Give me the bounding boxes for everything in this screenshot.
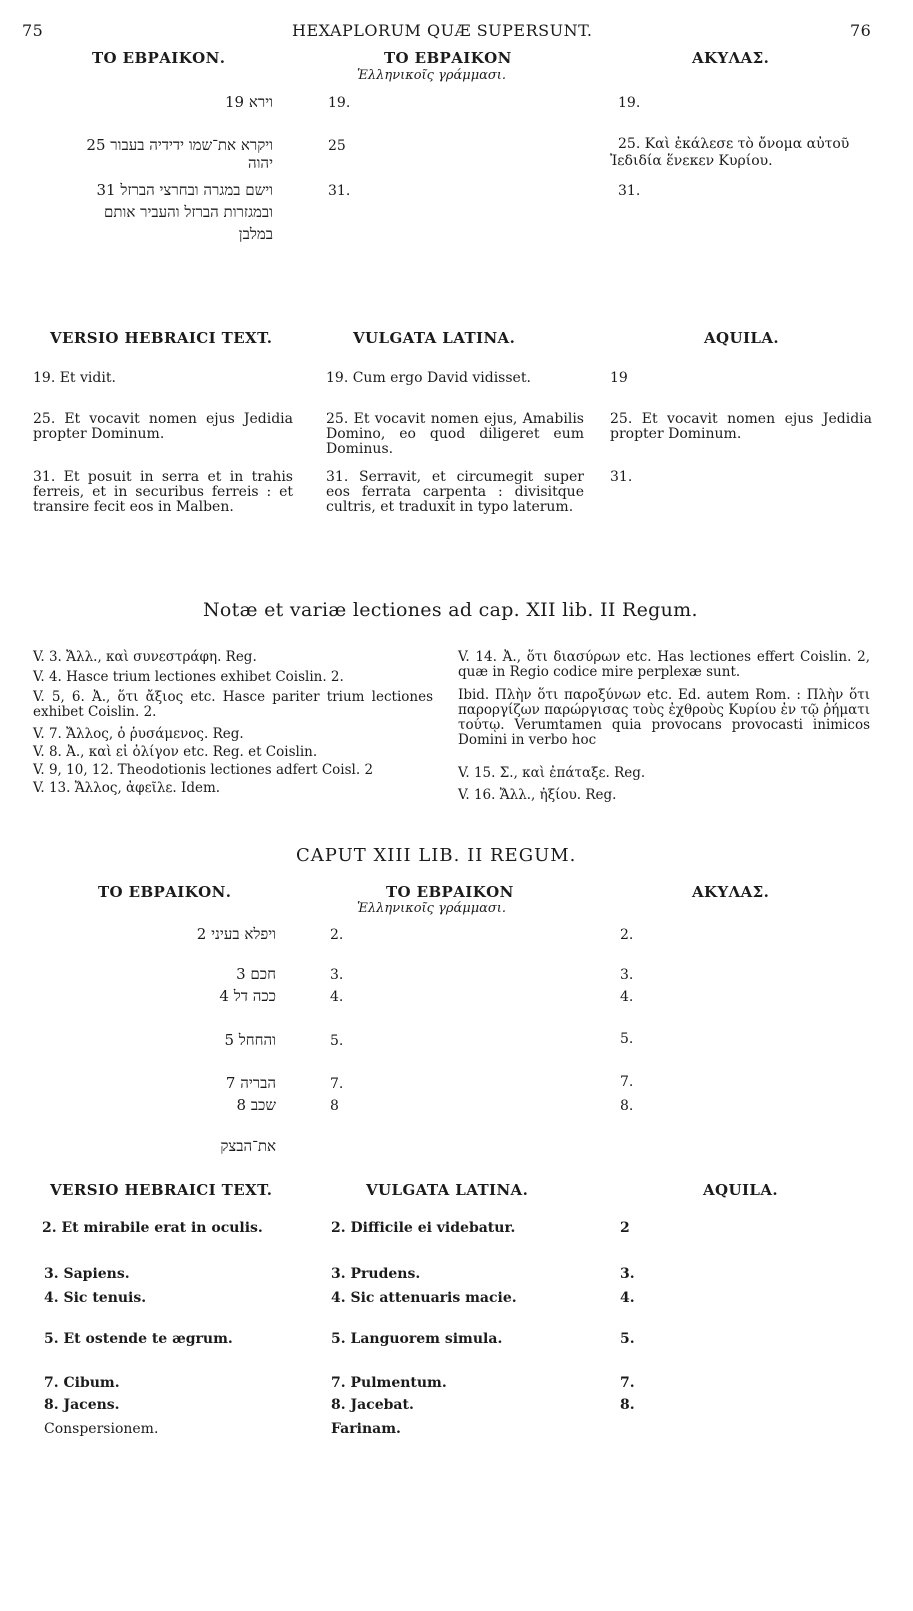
note-left-7: V. 13. Ἄλλος, ἀφεῖλε. Idem.	[33, 780, 221, 796]
note-left-3: V. 5, 6. Ἀ., ὅτι ἄξιος etc. Hasce pariter trium lectiones exhibet Coislin. 2.	[33, 689, 433, 720]
aquila-latin-c13-2: 2	[620, 1220, 630, 1236]
trans-c13-4: 4.	[330, 989, 344, 1005]
aquila-c13-8: 8.	[620, 1098, 634, 1114]
trans-c13-8: 8	[330, 1098, 339, 1114]
aquila-c13-7: 7.	[620, 1074, 634, 1090]
hebrew-c13-verse-8: שכב 8	[236, 1096, 276, 1114]
trans-verse-19: 19.	[328, 95, 351, 111]
aquila-latin-c13-8: 8.	[620, 1397, 635, 1413]
aquila-latin-31: 31.	[610, 469, 633, 485]
aquila-latin-heading-2: AQUILA.	[703, 1181, 779, 1199]
running-title: HEXAPLORUM QUÆ SUPERSUNT.	[292, 21, 593, 40]
aquila-c13-4: 4.	[620, 989, 634, 1005]
hebrew-c13-verse-3: חכם 3	[236, 965, 276, 983]
aquila-column-heading-2: ΑΚΥΛΑΣ.	[692, 883, 770, 901]
versio-verse-25: 25. Et vocavit nomen ejus Jedidia propter Dominum.	[33, 411, 293, 442]
versio-c13-5: 5. Et ostende te ægrum.	[44, 1331, 233, 1347]
aquila-greek-31: 31.	[618, 183, 641, 199]
vulgata-verse-19: 19. Cum ergo David vidisset.	[326, 370, 531, 386]
note-right-4: V. 16. Ἄλλ., ἠξίου. Reg.	[458, 787, 617, 803]
versio-c13-4: 4. Sic tenuis.	[44, 1290, 147, 1306]
trans-verse-25: 25	[328, 138, 346, 154]
trans-c13-3: 3.	[330, 967, 344, 983]
aquila-greek-25-cont: Ἰεδιδία ἕνεκεν Κυρίου.	[610, 153, 773, 169]
note-left-5: V. 8. Ἀ., καὶ εἰ ὀλίγον etc. Reg. et Coislin.	[33, 744, 318, 760]
vulgata-c13-7: 7. Pulmentum.	[331, 1375, 447, 1391]
aquila-c13-3: 3.	[620, 967, 634, 983]
versio-c13-7: 7. Cibum.	[44, 1375, 120, 1391]
trans-verse-31: 31.	[328, 183, 351, 199]
transliteration-subheading-2: Ἑλληνικοῖς γράμμασι.	[357, 901, 507, 916]
hebrew-verse-31-end: במלבן	[238, 225, 273, 243]
notes-title: Notæ et variæ lectiones ad cap. XII lib. II Regum.	[203, 599, 698, 621]
hebrew-c13-verse-4: ככה דל 4	[219, 987, 276, 1005]
hebrew-c13-verse-2: ויפלא בעיני 2	[196, 925, 276, 943]
transliteration-column-heading: ΤΟ ΕΒΡΑΙΚΟΝ	[384, 49, 512, 67]
transliteration-column-heading-2: ΤΟ ΕΒΡΑΙΚΟΝ	[386, 883, 514, 901]
note-right-3: V. 15. Σ., καὶ ἐπάταξε. Reg.	[458, 765, 646, 781]
aquila-greek-25: 25. Καὶ ἐκάλεσε τὸ ὄνομα αὐτοῦ	[618, 136, 850, 152]
trans-c13-5: 5.	[330, 1033, 344, 1049]
hebrew-verse-19: וירא 19	[224, 93, 273, 111]
aquila-latin-heading: AQUILA.	[704, 329, 780, 347]
versio-c13-2: 2. Et mirabile erat in oculis.	[42, 1220, 263, 1236]
versio-column-heading: VERSIO HEBRAICI TEXT.	[50, 329, 273, 347]
trans-c13-2: 2.	[330, 927, 344, 943]
caput-title: CAPUT XIII LIB. II REGUM.	[296, 845, 577, 866]
transliteration-subheading: Ἑλληνικοῖς γράμμασι.	[357, 68, 507, 83]
aquila-c13-5: 5.	[620, 1031, 634, 1047]
aquila-greek-19: 19.	[618, 95, 641, 111]
note-left-1: V. 3. Ἄλλ., καὶ συνεστράφη. Reg.	[33, 649, 257, 665]
hebrew-c13-verse-5: והחחל 5	[224, 1031, 276, 1049]
hebrew-column-heading-2: ΤΟ ΕΒΡΑΙΚΟΝ.	[98, 883, 232, 901]
hebrew-verse-25: ויקרא את־שמו ידידיה בעבור 25	[86, 136, 273, 154]
aquila-latin-c13-7: 7.	[620, 1375, 635, 1391]
aquila-latin-25: 25. Et vocavit nomen ejus Jedidia propter Dominum.	[610, 411, 872, 442]
versio-verse-31: 31. Et posuit in serra et in trahis ferreis, et in securibus ferreis : et transire fecit eos in Malben.	[33, 469, 293, 515]
note-left-4: V. 7. Ἄλλος, ὁ ῥυσάμενος. Reg.	[33, 726, 244, 742]
hebrew-verse-31-cont: ובמגזרות הברזל והעביר אותם	[103, 203, 273, 221]
versio-column-heading-2: VERSIO HEBRAICI TEXT.	[50, 1181, 273, 1199]
hebrew-c13-verse-8-cont: את־הבצק	[220, 1137, 276, 1155]
vulgata-c13-8-cont: Farinam.	[331, 1421, 401, 1437]
aquila-latin-19: 19	[610, 370, 628, 386]
hebrew-c13-verse-7: הבריה 7	[225, 1074, 276, 1092]
versio-c13-3: 3. Sapiens.	[44, 1266, 130, 1282]
vulgata-c13-2: 2. Difficile ei videbatur.	[331, 1220, 516, 1236]
versio-c13-8: 8. Jacens.	[44, 1397, 120, 1413]
note-left-2: V. 4. Hasce trium lectiones exhibet Coislin. 2.	[33, 669, 344, 685]
vulgata-c13-3: 3. Prudens.	[331, 1266, 421, 1282]
vulgata-verse-25: 25. Et vocavit nomen ejus, Amabilis Domino, eo quod diligeret eum Dominus.	[326, 411, 584, 457]
vulgata-column-heading-2: VULGATA LATINA.	[366, 1181, 529, 1199]
aquila-c13-2: 2.	[620, 927, 634, 943]
note-right-2: Ibid. Πλὴν ὅτι παροξύνων etc. Ed. autem Rom. : Πλὴν ὅτι παροργίζων παρώργισας τοὺς ἐχθροὺς Κυρίου ἐν τῷ ῥήματι τούτῳ. Verumtamen quia provocans provocasti inimicos Domini in verbo hoc	[458, 687, 870, 748]
note-right-1: V. 14. Ἀ., ὅτι διασύρων etc. Has lectiones effert Coislin. 2, quæ in Regio codice mire perplexæ sunt.	[458, 649, 870, 680]
aquila-latin-c13-4: 4.	[620, 1290, 635, 1306]
aquila-latin-c13-3: 3.	[620, 1266, 635, 1282]
aquila-column-heading: ΑΚΥΛΑΣ.	[692, 49, 770, 67]
versio-verse-19: 19. Et vidit.	[33, 370, 116, 386]
vulgata-column-heading: VULGATA LATINA.	[353, 329, 516, 347]
vulgata-c13-4: 4. Sic attenuaris macie.	[331, 1290, 517, 1306]
trans-c13-7: 7.	[330, 1076, 344, 1092]
page-number-right: 76	[850, 21, 872, 40]
vulgata-c13-8: 8. Jacebat.	[331, 1397, 414, 1413]
aquila-latin-c13-5: 5.	[620, 1331, 635, 1347]
hebrew-verse-25-cont: יהוה	[247, 154, 273, 172]
vulgata-verse-31: 31. Serravit, et circumegit super eos ferrata carpenta : divisitque cultris, et traduxit in typo laterum.	[326, 469, 584, 515]
vulgata-c13-5: 5. Languorem simula.	[331, 1331, 503, 1347]
page-number-left: 75	[22, 21, 44, 40]
hebrew-verse-31: וישם במגרה ובחרצי הברזל 31	[96, 181, 273, 199]
note-left-6: V. 9, 10, 12. Theodotionis lectiones adfert Coisl. 2	[33, 762, 374, 778]
versio-c13-8-cont: Conspersionem.	[44, 1421, 159, 1437]
hebrew-column-heading: ΤΟ ΕΒΡΑΙΚΟΝ.	[92, 49, 226, 67]
